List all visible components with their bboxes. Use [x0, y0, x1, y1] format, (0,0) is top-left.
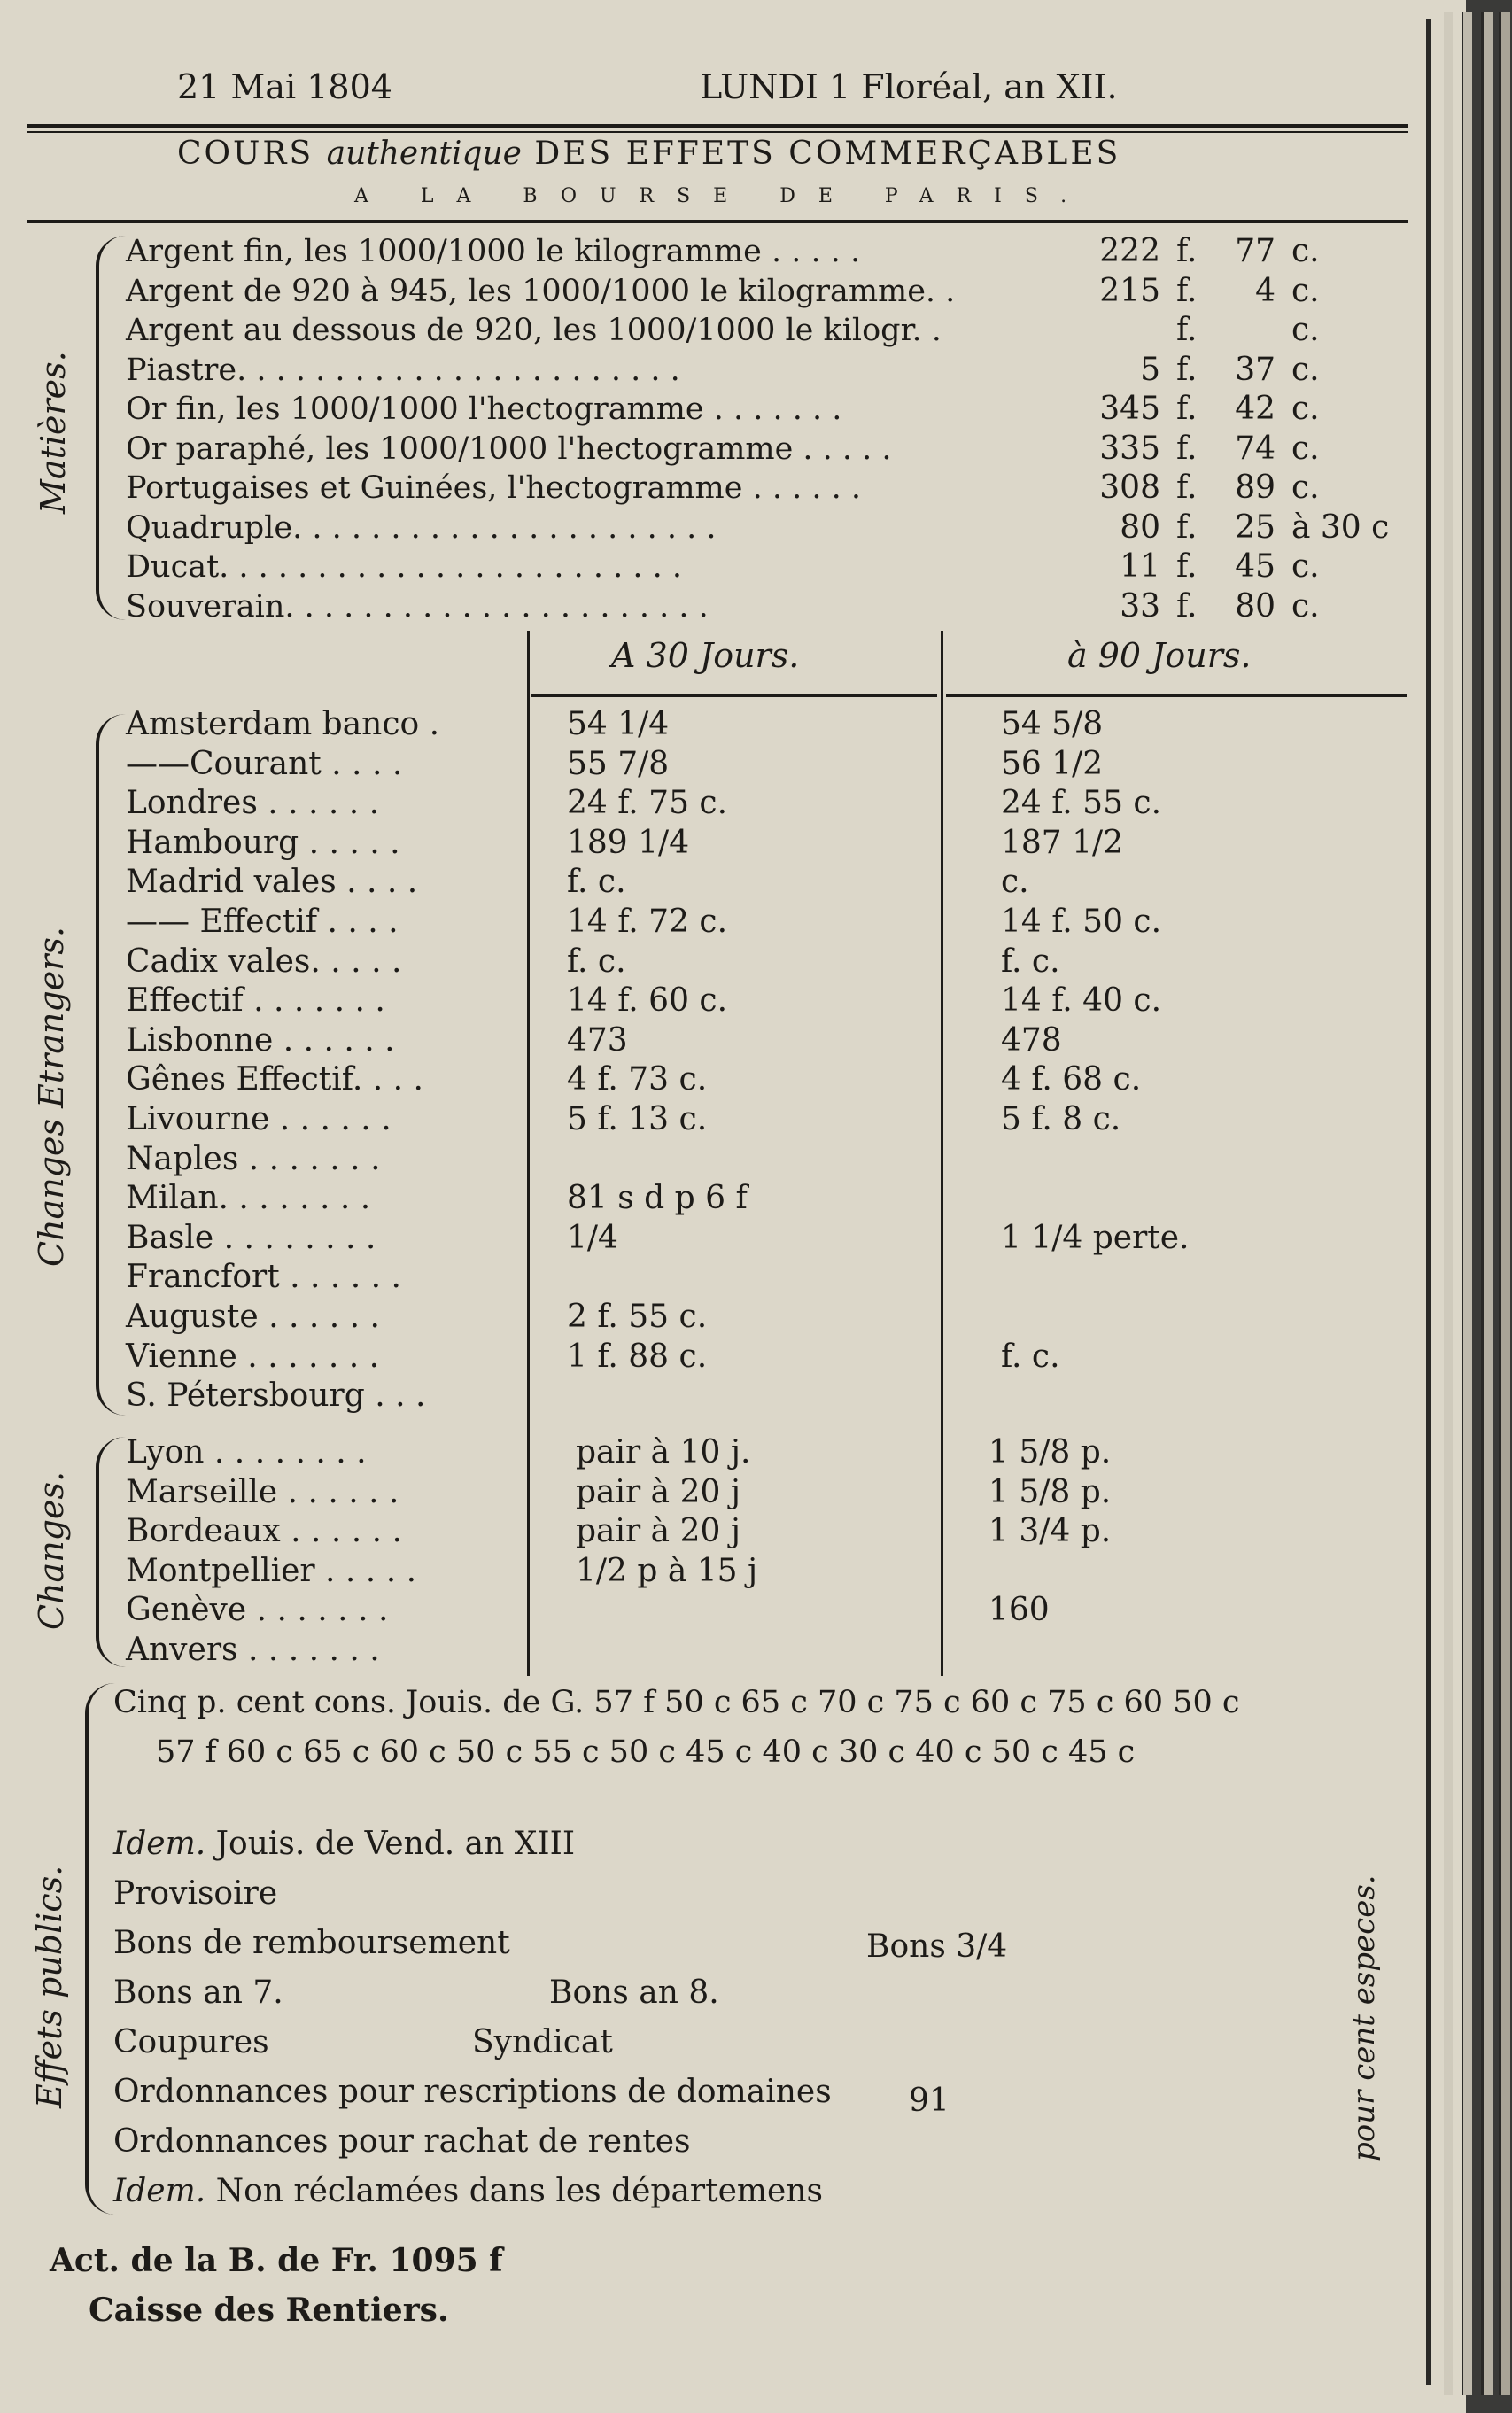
change-30-jours: pair à 10 j. [576, 1434, 751, 1470]
change-etranger-place: Auguste . . . . . . [126, 1299, 380, 1335]
change-etranger-place: Gênes Effectif. . . . [126, 1061, 423, 1098]
bons-remboursement: Bons de remboursement [113, 1925, 510, 1961]
matieres-item-name: Portugaises et Guinées, l'hectogramme . . . . . . [126, 470, 861, 506]
change-etranger-place: Londres . . . . . . [126, 785, 380, 822]
matieres-item-francs: 222 [1099, 233, 1160, 269]
matieres-item-name: Quadruple. . . . . . . . . . . . . . . . . . . . . . [126, 509, 717, 546]
caisse-rentiers: Caisse des Rentiers. [89, 2292, 449, 2329]
change-etranger-90-jours: 14 f. 50 c. [1001, 904, 1162, 940]
header-date: 21 Mai 1804 [177, 67, 392, 106]
idem-jouis-vend [113, 1825, 575, 1864]
matieres-item-centimes: 4 [1255, 272, 1276, 309]
change-etranger-30-jours: 14 f. 72 c. [567, 904, 728, 940]
change-etranger-place: —— Effectif . . . . [126, 904, 399, 940]
page-edge [1444, 12, 1453, 2395]
change-etranger-place: Cadix vales. . . . . [126, 943, 402, 980]
page-title [177, 135, 1120, 174]
title-post: DES EFFETS COMMERÇABLES [534, 136, 1121, 172]
ordonnances-rescriptions-value: 91 [909, 2083, 950, 2119]
change-etranger-30-jours: 81 s d p 6 f [567, 1180, 748, 1217]
change-etranger-place: Madrid vales . . . . [126, 864, 418, 901]
header-rule [27, 131, 1408, 133]
matieres-item-centimes: 74 [1235, 430, 1276, 467]
section-label-changes: Changes. [32, 1470, 71, 1630]
page-subtitle: A LA BOURSE DE PARIS. [354, 185, 1090, 207]
bons-an-8: Bons an 8. [549, 1975, 719, 2011]
change-etranger-90-jours: f. c. [1001, 943, 1060, 980]
matieres-item-francs: 215 [1099, 272, 1160, 309]
matieres-item-c-unit: c. [1291, 272, 1320, 309]
matieres-item-c-unit: c. [1291, 233, 1320, 269]
matieres-item-name: Piastre. . . . . . . . . . . . . . . . . . . . . . . [126, 352, 680, 388]
section-label-effets-publics: Effets publics. [30, 1865, 69, 2108]
bons-an-7: Bons an 7. [113, 1975, 283, 2011]
coupures: Coupures [113, 2024, 269, 2060]
col-header-rule [531, 694, 937, 697]
change-place: Montpellier . . . . . [126, 1552, 417, 1589]
matieres-item-name: Argent de 920 à 945, les 1000/1000 le kilogramme. . [126, 273, 956, 309]
page-edge [1499, 12, 1510, 2395]
change-etranger-place: Livourne . . . . . . [126, 1101, 392, 1137]
matieres-item-f-unit: f. [1176, 391, 1198, 427]
matieres-item-f-unit: f. [1176, 469, 1198, 506]
change-etranger-30-jours: 1/4 [567, 1219, 618, 1256]
change-etranger-90-jours: 478 [1001, 1021, 1062, 1059]
matieres-item-centimes: 37 [1235, 351, 1276, 388]
ordonnances-rescriptions: Ordonnances pour rescriptions de domaines [113, 2074, 832, 2110]
cinq-pour-cent-line1: Cinq p. cent cons. Jouis. de G. 57 f 50 c 65 c 70 c 75 c 60 c 75 c 60 50 c [113, 1685, 1240, 1720]
page-edge [1462, 12, 1472, 2395]
title-pre: COURS [177, 136, 314, 172]
change-etranger-90-jours: c. [1001, 864, 1029, 901]
change-etranger-30-jours: 5 f. 13 c. [567, 1101, 708, 1137]
change-etranger-place: Vienne . . . . . . . [126, 1338, 380, 1375]
change-etranger-place: S. Pétersbourg . . . [126, 1377, 426, 1415]
title-italic: authentique [326, 136, 522, 172]
change-90-jours: 160 [989, 1592, 1050, 1629]
idem-label: Idem. [113, 1826, 206, 1862]
change-etranger-90-jours: f. c. [1001, 1338, 1060, 1375]
change-etranger-place: Amsterdam banco . [126, 706, 440, 742]
change-etranger-30-jours: 1 f. 88 c. [567, 1338, 708, 1375]
matieres-item-f-unit: f. [1176, 351, 1198, 388]
matieres-item-francs: 335 [1099, 430, 1160, 467]
matieres-item-francs: 5 [1140, 351, 1160, 388]
change-etranger-30-jours: f. c. [567, 943, 626, 980]
matieres-item-francs: 345 [1099, 391, 1160, 427]
idem-label: Idem. [113, 2173, 206, 2209]
change-90-jours: 1 5/8 p. [989, 1434, 1112, 1470]
syndicat: Syndicat [472, 2024, 613, 2060]
section-label-matieres: Matières. [34, 351, 73, 514]
matieres-item-f-unit: f. [1176, 587, 1198, 625]
matieres-item-centimes: 77 [1235, 233, 1276, 269]
matieres-item-name: Ducat. . . . . . . . . . . . . . . . . . . . . . . . [126, 549, 683, 585]
matieres-item-c-unit: c. [1291, 469, 1320, 506]
brace-matieres [96, 236, 126, 620]
idem-non-reclamees [113, 2172, 823, 2211]
matieres-item-c-unit: c. [1291, 587, 1320, 625]
change-etranger-90-jours: 4 f. 68 c. [1001, 1061, 1142, 1098]
action-banque-france: Act. de la B. de Fr. 1095 f [50, 2242, 503, 2279]
matieres-item-centimes: 42 [1235, 391, 1276, 427]
matieres-item-c-unit: c. [1291, 312, 1320, 348]
matieres-item-c-unit: c. [1291, 430, 1320, 467]
change-place: Genève . . . . . . . [126, 1592, 389, 1629]
matieres-item-f-unit: f. [1176, 508, 1198, 546]
matieres-item-f-unit: f. [1176, 233, 1198, 269]
change-etranger-place: Hambourg . . . . . [126, 824, 400, 861]
matieres-item-centimes: 89 [1235, 469, 1276, 506]
change-90-jours: 1 3/4 p. [989, 1513, 1112, 1550]
change-etranger-90-jours: 5 f. 8 c. [1001, 1101, 1121, 1137]
matieres-item-centimes: 80 [1235, 587, 1276, 625]
matieres-item-c-unit: c. [1291, 548, 1320, 585]
change-etranger-90-jours: 1 1/4 perte. [1001, 1219, 1190, 1256]
column-divider [941, 631, 943, 1676]
change-etranger-30-jours: 473 [567, 1021, 628, 1059]
brace-changes-etrangers [96, 714, 126, 1416]
change-etranger-90-jours: 56 1/2 [1001, 745, 1104, 782]
matieres-item-name: Or fin, les 1000/1000 l'hectogramme . . . . . . . [126, 392, 842, 427]
change-place: Lyon . . . . . . . . [126, 1434, 367, 1470]
idem-text: Non réclamées dans les départemens [215, 2173, 824, 2209]
change-etranger-place: ——Courant . . . . [126, 745, 403, 782]
change-etranger-place: Basle . . . . . . . . [126, 1219, 376, 1256]
matieres-item-francs: 80 [1120, 508, 1160, 546]
brace-changes [96, 1437, 126, 1667]
change-etranger-place: Naples . . . . . . . [126, 1140, 381, 1177]
change-90-jours: 1 5/8 p. [989, 1473, 1112, 1510]
col-30-jours: A 30 Jours. [611, 636, 800, 675]
brace-effets-publics [85, 1683, 115, 2215]
change-etranger-30-jours: 4 f. 73 c. [567, 1061, 708, 1098]
change-etranger-place: Milan. . . . . . . . [126, 1180, 371, 1217]
matieres-item-c-unit: à 30 c [1291, 508, 1390, 546]
change-30-jours: 1/2 p à 15 j [576, 1552, 758, 1589]
title-rule [27, 220, 1408, 223]
change-etranger-90-jours: 24 f. 55 c. [1001, 785, 1162, 822]
section-label-changes-etrangers: Changes Etrangers. [32, 927, 71, 1267]
change-30-jours: pair à 20 j [576, 1473, 740, 1510]
change-place: Anvers . . . . . . . [126, 1632, 380, 1668]
matieres-item-c-unit: c. [1291, 351, 1320, 388]
header-day: LUNDI 1 Floréal, an XII. [700, 67, 1118, 106]
change-place: Marseille . . . . . . [126, 1473, 399, 1510]
matieres-item-name: Argent au dessous de 920, les 1000/1000 le kilogr. . [126, 313, 942, 348]
matieres-item-francs: 308 [1099, 469, 1160, 506]
change-place: Bordeaux . . . . . . [126, 1513, 402, 1550]
change-etranger-30-jours: 55 7/8 [567, 745, 670, 782]
change-etranger-30-jours: 24 f. 75 c. [567, 785, 728, 822]
cinq-pour-cent-line2: 57 f 60 c 65 c 60 c 50 c 55 c 50 c 45 c 40 c 30 c 40 c 50 c 45 c [156, 1734, 1136, 1770]
change-etranger-90-jours: 54 5/8 [1001, 706, 1104, 742]
change-30-jours: pair à 20 j [576, 1513, 740, 1550]
idem-text: Jouis. de Vend. an XIII [215, 1826, 576, 1862]
header-rule [27, 124, 1408, 128]
change-etranger-30-jours: 2 f. 55 c. [567, 1299, 708, 1335]
change-etranger-place: Effectif . . . . . . . [126, 982, 385, 1020]
provisoire: Provisoire [113, 1875, 278, 1912]
matieres-item-f-unit: f. [1176, 272, 1198, 309]
matieres-item-centimes: 25 [1235, 508, 1276, 546]
matieres-item-francs: 33 [1120, 587, 1160, 625]
side-label-pour-cent: pour cent especes. [1346, 1874, 1382, 2161]
column-divider [527, 631, 530, 1676]
change-etranger-90-jours: 14 f. 40 c. [1001, 982, 1162, 1020]
change-etranger-30-jours: 189 1/4 [567, 824, 690, 861]
col-90-jours: à 90 Jours. [1067, 636, 1252, 675]
matieres-item-centimes: 45 [1235, 548, 1276, 585]
matieres-item-c-unit: c. [1291, 391, 1320, 427]
change-etranger-place: Francfort . . . . . . [126, 1259, 401, 1296]
change-etranger-30-jours: 54 1/4 [567, 706, 670, 742]
bons-3-4: Bons 3/4 [866, 1928, 1008, 1965]
page-edge [1481, 12, 1493, 2395]
change-etranger-place: Lisbonne . . . . . . [126, 1021, 395, 1059]
matieres-item-f-unit: f. [1176, 430, 1198, 467]
col-header-rule [946, 694, 1407, 697]
matieres-item-name: Or paraphé, les 1000/1000 l'hectogramme . . . . . [126, 431, 892, 467]
change-etranger-30-jours: 14 f. 60 c. [567, 982, 728, 1020]
change-etranger-90-jours: 187 1/2 [1001, 824, 1124, 861]
matieres-item-f-unit: f. [1176, 548, 1198, 585]
matieres-item-name: Souverain. . . . . . . . . . . . . . . . . . . . . . [126, 588, 709, 625]
ordonnances-rachat: Ordonnances pour rachat de rentes [113, 2123, 691, 2160]
change-etranger-30-jours: f. c. [567, 864, 626, 901]
matieres-item-name: Argent fin, les 1000/1000 le kilogramme . . . . . [126, 234, 861, 269]
matieres-item-francs: 11 [1120, 548, 1160, 585]
matieres-item-f-unit: f. [1176, 312, 1198, 348]
